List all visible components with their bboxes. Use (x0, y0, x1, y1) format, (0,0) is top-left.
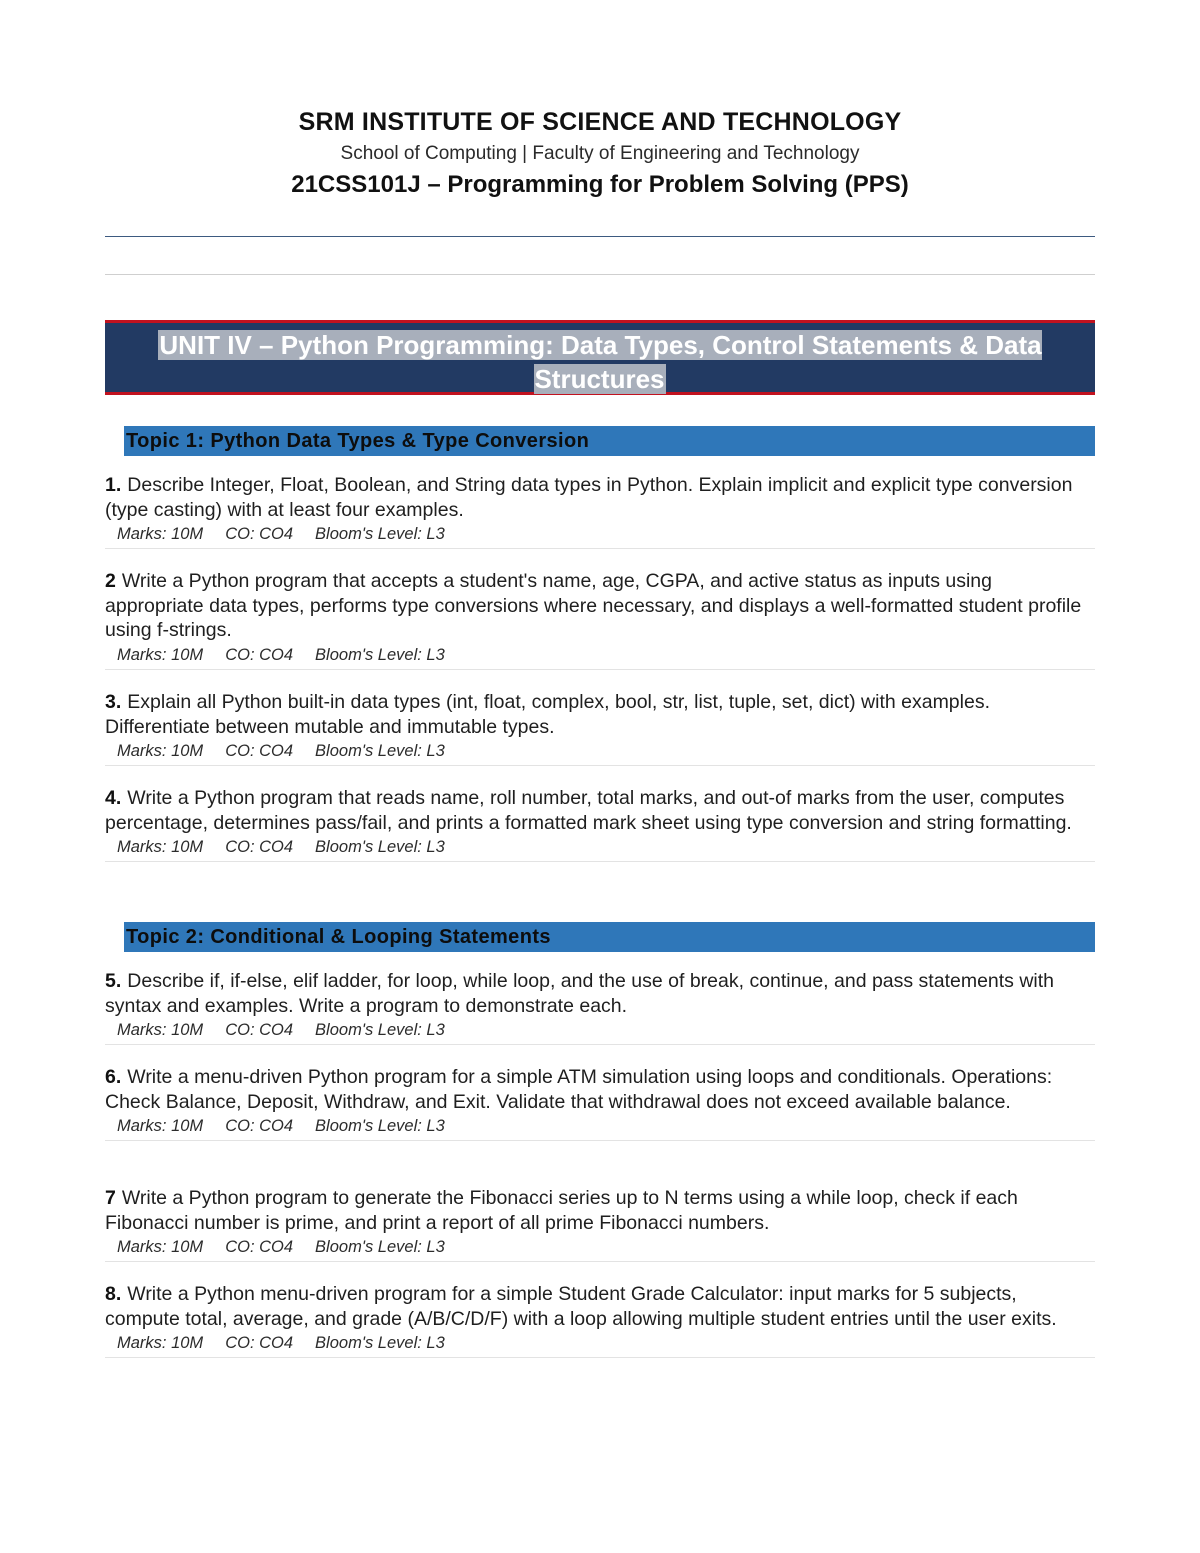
question-item (105, 1065, 1095, 1141)
question-number: 6. (105, 1066, 122, 1088)
unit-banner (105, 320, 1095, 395)
question-bloom-level: Bloom's Level: L3 (315, 838, 445, 856)
question-bloom-level: Bloom's Level: L3 (315, 742, 445, 760)
question-number: 3. (105, 691, 122, 713)
header-divider (105, 236, 1095, 237)
question-text: Write a Python program that accepts a student's name, age, CGPA, and active status as inputs using appropriate data types, performs type conversions where necessary, and displays a well-formatted student profile using f-strings. (105, 570, 1082, 641)
question-bloom-level: Bloom's Level: L3 (315, 1117, 445, 1135)
course-title: 21CSS101J – Programming for Problem Solving (PPS) (291, 171, 909, 198)
question-meta (105, 742, 1095, 766)
question-marks: Marks: 10M (117, 1238, 204, 1256)
question-number: 8. (105, 1283, 122, 1305)
question-marks: Marks: 10M (117, 525, 204, 543)
question-item (105, 1282, 1095, 1358)
question-text: Describe Integer, Float, Boolean, and String data types in Python. Explain implicit and explicit type conversion (type casting) with at least four examples. (105, 474, 1073, 521)
question-co: CO: CO4 (225, 1021, 294, 1039)
question-text: Write a Python program that reads name, roll number, total marks, and out-of marks from the user, computes percentage, determines pass/fail, and prints a formatted mark sheet using type conversion and string formatting. (105, 787, 1072, 834)
question-bloom-level: Bloom's Level: L3 (315, 525, 445, 543)
question-marks: Marks: 10M (117, 1021, 204, 1039)
topic-heading (124, 922, 1095, 952)
question-meta (105, 1117, 1095, 1141)
question-bloom-level: Bloom's Level: L3 (315, 1021, 445, 1039)
question-co: CO: CO4 (225, 1334, 294, 1352)
institution-name: SRM INSTITUTE OF SCIENCE AND TECHNOLOGY (298, 108, 902, 136)
question-marks: Marks: 10M (117, 742, 204, 760)
question-marks: Marks: 10M (117, 838, 204, 856)
school-name: School of Computing | Faculty of Engineering and Technology (340, 143, 860, 164)
question-meta (105, 525, 1095, 549)
question-number: 5. (105, 970, 122, 992)
document-header (105, 108, 1095, 199)
question-number: 4. (105, 787, 122, 809)
question-marks: Marks: 10M (117, 1117, 204, 1135)
question-co: CO: CO4 (225, 645, 294, 664)
topic-title: Topic 1: Python Data Types & Type Conversion (126, 430, 590, 452)
question-text: Write a Python menu-driven program for a simple Student Grade Calculator: input marks for 5 subjects, compute total, average, and grade (A/B/C/D/F) with a loop allowing multiple student entries until the user exits. (105, 1283, 1057, 1330)
question-co: CO: CO4 (225, 525, 294, 543)
question-marks: Marks: 10M (117, 1334, 204, 1352)
question-co: CO: CO4 (225, 742, 294, 760)
question-item (105, 690, 1095, 766)
document-page (105, 0, 1095, 1352)
question-marks: Marks: 10M (117, 645, 204, 664)
question-co: CO: CO4 (225, 1238, 294, 1256)
question-text: Explain all Python built-in data types (int, float, complex, bool, str, list, tuple, set, dict) with examples. Differentiate between mutable and immutable types. (105, 691, 990, 738)
question-meta (105, 646, 1095, 670)
question-meta (105, 1021, 1095, 1045)
question-bloom-level: Bloom's Level: L3 (315, 645, 445, 664)
question-bloom-level: Bloom's Level: L3 (315, 1334, 445, 1352)
question-item (105, 1186, 1095, 1262)
question-meta (105, 838, 1095, 862)
question-item (105, 473, 1095, 549)
question-item (105, 569, 1095, 670)
question-item (105, 786, 1095, 862)
header-divider-secondary (105, 274, 1095, 275)
unit-title: UNIT IV – Python Programming: Data Types, Control Statements & Data Structures (159, 330, 1042, 394)
question-meta (105, 1334, 1095, 1358)
question-item (105, 969, 1095, 1045)
question-number: 1. (105, 474, 122, 496)
question-text: Describe if, if-else, elif ladder, for loop, while loop, and the use of break, continue, and pass statements with syntax and examples. Write a program to demonstrate each. (105, 970, 1055, 1017)
question-text: Write a menu-driven Python program for a simple ATM simulation using loops and conditionals. Operations: Check Balance, Deposit, Withdraw, and Exit. Validate that withdrawal does not exceed available balance. (105, 1066, 1053, 1113)
question-number: 2 (105, 570, 116, 592)
question-text: Write a Python program to generate the Fibonacci series up to N terms using a while loop, check if each Fibonacci number is prime, and print a report of all prime Fibonacci numbers. (105, 1187, 1018, 1234)
topic-heading (124, 426, 1095, 456)
question-bloom-level: Bloom's Level: L3 (315, 1238, 445, 1256)
topic-title: Topic 2: Conditional & Looping Statements (126, 926, 551, 948)
question-meta (105, 1238, 1095, 1262)
question-number: 7 (105, 1187, 116, 1209)
question-co: CO: CO4 (225, 1117, 294, 1135)
question-co: CO: CO4 (225, 838, 294, 856)
